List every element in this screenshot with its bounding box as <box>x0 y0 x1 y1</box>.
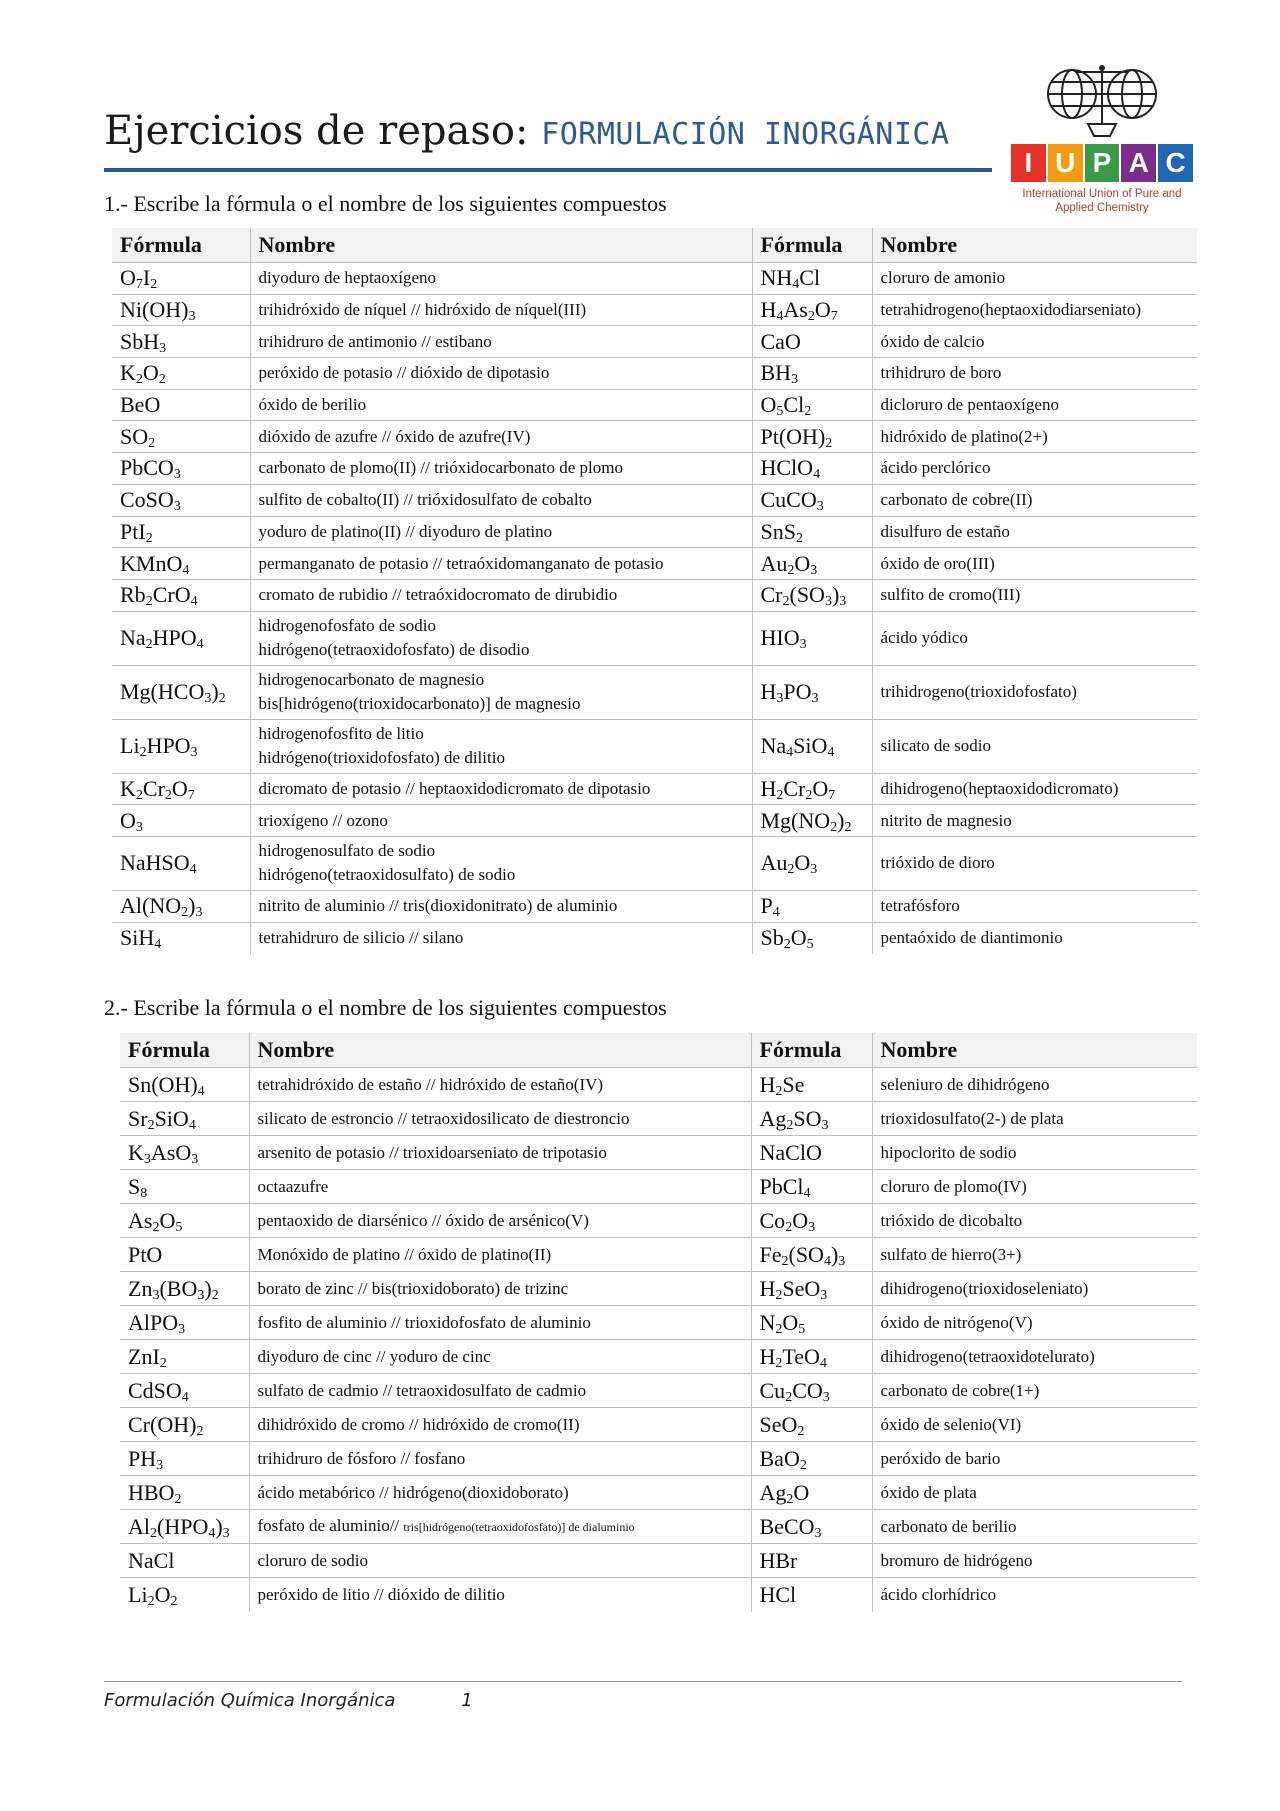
name-cell: nitrito de magnesio <box>872 805 1197 837</box>
header-formula: Fórmula <box>112 228 250 263</box>
name-cell: silicato de sodio <box>872 719 1197 773</box>
iupac-caption-line1: International Union of Pure and <box>1022 188 1182 200</box>
formula-cell: $H_3PO_3$ <box>752 665 872 719</box>
logo-letter-i: I <box>1011 144 1046 182</box>
table-row <box>120 1442 1197 1476</box>
table-row <box>120 1102 1197 1136</box>
name-cell: tetrahidruro de silicio // silano <box>250 922 752 954</box>
table-row <box>112 358 1197 390</box>
name-cell: ácido perclórico <box>872 453 1197 485</box>
table-header-row <box>112 228 1197 263</box>
table-row <box>120 1170 1197 1204</box>
footer-divider <box>104 1681 1182 1682</box>
table-row <box>112 484 1197 516</box>
table-row <box>112 922 1197 954</box>
table-row <box>120 1068 1197 1102</box>
formula-cell: $H_2Cr_2O_7$ <box>752 773 872 805</box>
table-row <box>120 1238 1197 1272</box>
name-cell: dihidróxido de cromo // hidróxido de cromo(II) <box>249 1408 751 1442</box>
formula-cell: $Cr(OH)_2$ <box>120 1408 249 1442</box>
name-cell: nitrito de aluminio // tris(dioxidonitrato) de aluminio <box>250 890 752 922</box>
table-row <box>112 548 1197 580</box>
formula-cell: $NH_4Cl$ <box>752 263 872 295</box>
formula-cell: $Na_2HPO_4$ <box>112 611 250 665</box>
formula-cell: $Co_2O_3$ <box>751 1204 872 1238</box>
formula-cell: PtI$_2$ <box>112 516 250 548</box>
iupac-letters <box>1011 144 1193 182</box>
formula-cell: $Li_2HPO_3$ <box>112 719 250 773</box>
table-row <box>112 516 1197 548</box>
formula-cell: $Au_2O_3$ <box>752 836 872 890</box>
formula-cell: $Na_4SiO_4$ <box>752 719 872 773</box>
formula-cell: SbH$_3$ <box>112 326 250 358</box>
name-cell: trihidróxido de níquel // hidróxido de níquel(III) <box>250 294 752 326</box>
name-cell: hidrogenosulfato de sodio hidrógeno(tetraoxidosulfato) de sodio <box>250 836 752 890</box>
formula-cell: $Li_2O_2$ <box>120 1578 249 1612</box>
name-cell: óxido de berilio <box>250 389 752 421</box>
table-row <box>120 1510 1197 1544</box>
name-cell: cloruro de plomo(IV) <box>872 1170 1197 1204</box>
table-row <box>120 1476 1197 1510</box>
footer-text: Formulación Química Inorgánica <box>104 1690 396 1711</box>
header-name: Nombre <box>872 1033 1197 1068</box>
formula-cell: BeO <box>112 389 250 421</box>
name-cell: fosfito de aluminio // trioxidofosfato de aluminio <box>249 1306 751 1340</box>
name-cell: sulfito de cobalto(II) // trióxidosulfato de cobalto <box>250 484 752 516</box>
section1-title: 1.- Escribe la fórmula o el nombre de los siguientes compuestos <box>104 191 667 216</box>
formula-cell: $Sr_2SiO_4$ <box>120 1102 249 1136</box>
formula-cell: $K_2Cr_2O_7$ <box>112 773 250 805</box>
table-row <box>112 453 1197 485</box>
name-cell: hidrogenocarbonato de magnesio bis[hidrógeno(trioxidocarbonato)] de magnesio <box>250 665 752 719</box>
name-cell: carbonato de plomo(II) // trióxidocarbonato de plomo <box>250 453 752 485</box>
table-row <box>112 611 1197 665</box>
formula-cell: $Al(NO_2)_3$ <box>112 890 250 922</box>
formula-cell: $Mg(NO_2)_2$ <box>752 805 872 837</box>
name-cell: peróxido de litio // dióxido de dilitio <box>249 1578 751 1612</box>
formula-cell: $N_2O_5$ <box>751 1306 872 1340</box>
name-cell: trioxígeno // ozono <box>250 805 752 837</box>
formula-cell: $Sb_2O_5$ <box>752 922 872 954</box>
formula-cell: $H_4As_2O_7$ <box>752 294 872 326</box>
formula-cell: CoSO$_3$ <box>112 484 250 516</box>
formula-cell: $Cr_2(SO_3)_3$ <box>752 579 872 611</box>
name-cell: sulfato de cadmio // tetraoxidosulfato de cadmio <box>249 1374 751 1408</box>
table-row <box>120 1306 1197 1340</box>
name-cell: dióxido de azufre // óxido de azufre(IV) <box>250 421 752 453</box>
name-cell: óxido de plata <box>872 1476 1197 1510</box>
name-cell: diyoduro de cinc // yoduro de cinc <box>249 1340 751 1374</box>
header-name: Nombre <box>872 228 1197 263</box>
name-cell: tetrahidrogeno(heptaoxidodiarseniato) <box>872 294 1197 326</box>
formula-cell: AlPO$_3$ <box>120 1306 249 1340</box>
formula-cell: KMnO$_4$ <box>112 548 250 580</box>
page-footer <box>104 1690 473 1711</box>
formula-cell: $H_2Se$ <box>751 1068 872 1102</box>
formula-cell: $Al_2(HPO_4)_3$ <box>120 1510 249 1544</box>
name-cell: bromuro de hidrógeno <box>872 1544 1197 1578</box>
table-row <box>120 1204 1197 1238</box>
name-cell: trihidruro de boro <box>872 358 1197 390</box>
logo-letter-u: U <box>1048 144 1083 182</box>
page-number: 1 <box>461 1690 473 1711</box>
formula-cell: $Ni(OH)_3$ <box>112 294 250 326</box>
formula-cell: $H_2SeO_3$ <box>751 1272 872 1306</box>
formula-cell: CuCO$_3$ <box>752 484 872 516</box>
formula-cell: HCl <box>751 1578 872 1612</box>
name-cell: yoduro de platino(II) // diyoduro de platino <box>250 516 752 548</box>
header-name: Nombre <box>249 1033 751 1068</box>
header-name: Nombre <box>250 228 752 263</box>
formula-cell: BaO$_2$ <box>751 1442 872 1476</box>
name-cell: pentaóxido de diantimonio <box>872 922 1197 954</box>
table-row <box>112 263 1197 295</box>
table-row <box>112 890 1197 922</box>
name-cell: hidrogenofosfato de sodio hidrógeno(tetraoxidofosfato) de disodio <box>250 611 752 665</box>
formula-cell: $Cu_2CO_3$ <box>751 1374 872 1408</box>
formula-cell: HClO$_4$ <box>752 453 872 485</box>
table-row <box>120 1408 1197 1442</box>
formula-cell: $Pt(OH)_2$ <box>752 421 872 453</box>
name-cell: cloruro de sodio <box>249 1544 751 1578</box>
formula-cell: $H_2TeO_4$ <box>751 1340 872 1374</box>
name-cell: trihidrogeno(trioxidofosfato) <box>872 665 1197 719</box>
header-formula: Fórmula <box>120 1033 249 1068</box>
table-row <box>112 579 1197 611</box>
name-cell: sulfito de cromo(III) <box>872 579 1197 611</box>
table-header-row <box>120 1033 1197 1068</box>
name-cell: sulfato de hierro(3+) <box>872 1238 1197 1272</box>
logo-letter-c: C <box>1158 144 1193 182</box>
formula-cell: $As_2O_5$ <box>120 1204 249 1238</box>
formula-cell: $O_7I_2$ <box>112 263 250 295</box>
name-cell: seleniuro de dihidrógeno <box>872 1068 1197 1102</box>
name-cell: peróxido de potasio // dióxido de dipotasio <box>250 358 752 390</box>
header-formula: Fórmula <box>752 228 872 263</box>
section2-title: 2.- Escribe la fórmula o el nombre de los siguientes compuestos <box>104 995 667 1020</box>
iupac-caption-line2: Applied Chemistry <box>1055 202 1149 214</box>
formula-cell: $Ag_2O$ <box>751 1476 872 1510</box>
formula-cell: $Au_2O_3$ <box>752 548 872 580</box>
logo-letter-a: A <box>1121 144 1156 182</box>
formula-cell: PbCl$_4$ <box>751 1170 872 1204</box>
name-cell: óxido de calcio <box>872 326 1197 358</box>
formula-cell: NaCl <box>120 1544 249 1578</box>
name-cell: dicloruro de pentaoxígeno <box>872 389 1197 421</box>
name-cell: borato de zinc // bis(trioxidoborato) de trizinc <box>249 1272 751 1306</box>
name-cell: fosfato de aluminio// tris[hidrógeno(tetraoxidofosfato)] de dialuminio <box>249 1510 751 1544</box>
name-cell: trihidruro de fósforo // fosfano <box>249 1442 751 1476</box>
table-row <box>112 294 1197 326</box>
iupac-caption <box>1006 187 1198 215</box>
name-cell: ácido metabórico // hidrógeno(dioxidoborato) <box>249 1476 751 1510</box>
name-cell: dihidrogeno(tetraoxidotelurato) <box>872 1340 1197 1374</box>
name-cell: peróxido de bario <box>872 1442 1197 1476</box>
name-cell: dihidrogeno(trioxidoseleniato) <box>872 1272 1197 1306</box>
formula-cell: ZnI$_2$ <box>120 1340 249 1374</box>
formula-cell: $K_2O_2$ <box>112 358 250 390</box>
name-cell: hidróxido de platino(2+) <box>872 421 1197 453</box>
formula-cell: $HBO_2$ <box>120 1476 249 1510</box>
table-row <box>112 421 1197 453</box>
table-row <box>112 805 1197 837</box>
name-cell: disulfuro de estaño <box>872 516 1197 548</box>
formula-cell: $HIO_3$ <box>752 611 872 665</box>
table-row <box>120 1374 1197 1408</box>
formula-cell: BeCO$_3$ <box>751 1510 872 1544</box>
formula-cell: $O_5Cl_2$ <box>752 389 872 421</box>
name-cell: tetrafósforo <box>872 890 1197 922</box>
section1-table <box>112 228 1197 954</box>
formula-cell: $SO_2$ <box>112 421 250 453</box>
logo-letter-p: P <box>1085 144 1120 182</box>
formula-cell: $S_8$ <box>120 1170 249 1204</box>
name-cell: cromato de rubidio // tetraóxidocromato de dirubidio <box>250 579 752 611</box>
table-row <box>120 1544 1197 1578</box>
formula-cell: PbCO$_3$ <box>112 453 250 485</box>
name-cell: óxido de nitrógeno(V) <box>872 1306 1197 1340</box>
name-cell: octaazufre <box>249 1170 751 1204</box>
formula-cell: $K_3AsO_3$ <box>120 1136 249 1170</box>
name-cell: trihidruro de antimonio // estibano <box>250 326 752 358</box>
table-row <box>112 389 1197 421</box>
title-main: Ejercicios de repaso: <box>104 108 529 154</box>
name-cell: Monóxido de platino // óxido de platino(II) <box>249 1238 751 1272</box>
name-cell: trióxido de dioro <box>872 836 1197 890</box>
name-cell: hidrogenofosfito de litio hidrógeno(trioxidofosfato) de dilitio <box>250 719 752 773</box>
title-underline <box>104 168 992 172</box>
formula-cell: CaO <box>752 326 872 358</box>
name-cell: dicromato de potasio // heptaoxidodicromato de dipotasio <box>250 773 752 805</box>
name-cell: hipoclorito de sodio <box>872 1136 1197 1170</box>
name-cell: pentaoxido de diarsénico // óxido de arsénico(V) <box>249 1204 751 1238</box>
name-cell: arsenito de potasio // trioxidoarseniato de tripotasio <box>249 1136 751 1170</box>
formula-cell: SiH$_4$ <box>112 922 250 954</box>
table-row <box>120 1272 1197 1306</box>
name-cell: tetrahidróxido de estaño // hidróxido de estaño(IV) <box>249 1068 751 1102</box>
formula-cell: $PH_3$ <box>120 1442 249 1476</box>
name-cell: óxido de oro(III) <box>872 548 1197 580</box>
name-cell: óxido de selenio(VI) <box>872 1408 1197 1442</box>
table-row <box>112 773 1197 805</box>
name-cell: trioxidosulfato(2-) de plata <box>872 1102 1197 1136</box>
name-cell: permanganato de potasio // tetraóxidomanganato de potasio <box>250 548 752 580</box>
name-cell: silicato de estroncio // tetraoxidosilicato de diestroncio <box>249 1102 751 1136</box>
formula-cell: $Mg(HCO_3)_2$ <box>112 665 250 719</box>
formula-cell: PtO <box>120 1238 249 1272</box>
name-cell: dihidrogeno(heptaoxidodicromato) <box>872 773 1197 805</box>
formula-cell: CdSO$_4$ <box>120 1374 249 1408</box>
formula-cell: NaClO <box>751 1136 872 1170</box>
name-cell: trióxido de dicobalto <box>872 1204 1197 1238</box>
formula-cell: $Sn(OH)_4$ <box>120 1068 249 1102</box>
table-row <box>120 1340 1197 1374</box>
section2-table <box>120 1033 1197 1612</box>
name-cell: diyoduro de heptaoxígeno <box>250 263 752 295</box>
name-cell: ácido yódico <box>872 611 1197 665</box>
formula-cell: SeO$_2$ <box>751 1408 872 1442</box>
formula-cell: $O_3$ <box>112 805 250 837</box>
formula-cell: $P_4$ <box>752 890 872 922</box>
formula-cell: $Rb_2CrO_4$ <box>112 579 250 611</box>
formula-cell: $Zn_3(BO_3)_2$ <box>120 1272 249 1306</box>
table-row <box>120 1578 1197 1612</box>
name-cell: carbonato de berilio <box>872 1510 1197 1544</box>
table-row <box>112 719 1197 773</box>
formula-cell: $Fe_2(SO_4)_3$ <box>751 1238 872 1272</box>
title-subtitle: FORMULACIÓN INORGÁNICA <box>541 117 950 152</box>
formula-cell: NaHSO$_4$ <box>112 836 250 890</box>
header-formula: Fórmula <box>751 1033 872 1068</box>
table-row <box>120 1136 1197 1170</box>
table-row <box>112 836 1197 890</box>
table-row <box>112 326 1197 358</box>
name-cell: cloruro de amonio <box>872 263 1197 295</box>
formula-cell: SnS$_2$ <box>752 516 872 548</box>
formula-cell: $Ag_2SO_3$ <box>751 1102 872 1136</box>
formula-cell: $BH_3$ <box>752 358 872 390</box>
name-cell: carbonato de cobre(1+) <box>872 1374 1197 1408</box>
table-row <box>112 665 1197 719</box>
name-cell: ácido clorhídrico <box>872 1578 1197 1612</box>
formula-cell: HBr <box>751 1544 872 1578</box>
page-title <box>104 108 950 154</box>
name-cell: carbonato de cobre(II) <box>872 484 1197 516</box>
